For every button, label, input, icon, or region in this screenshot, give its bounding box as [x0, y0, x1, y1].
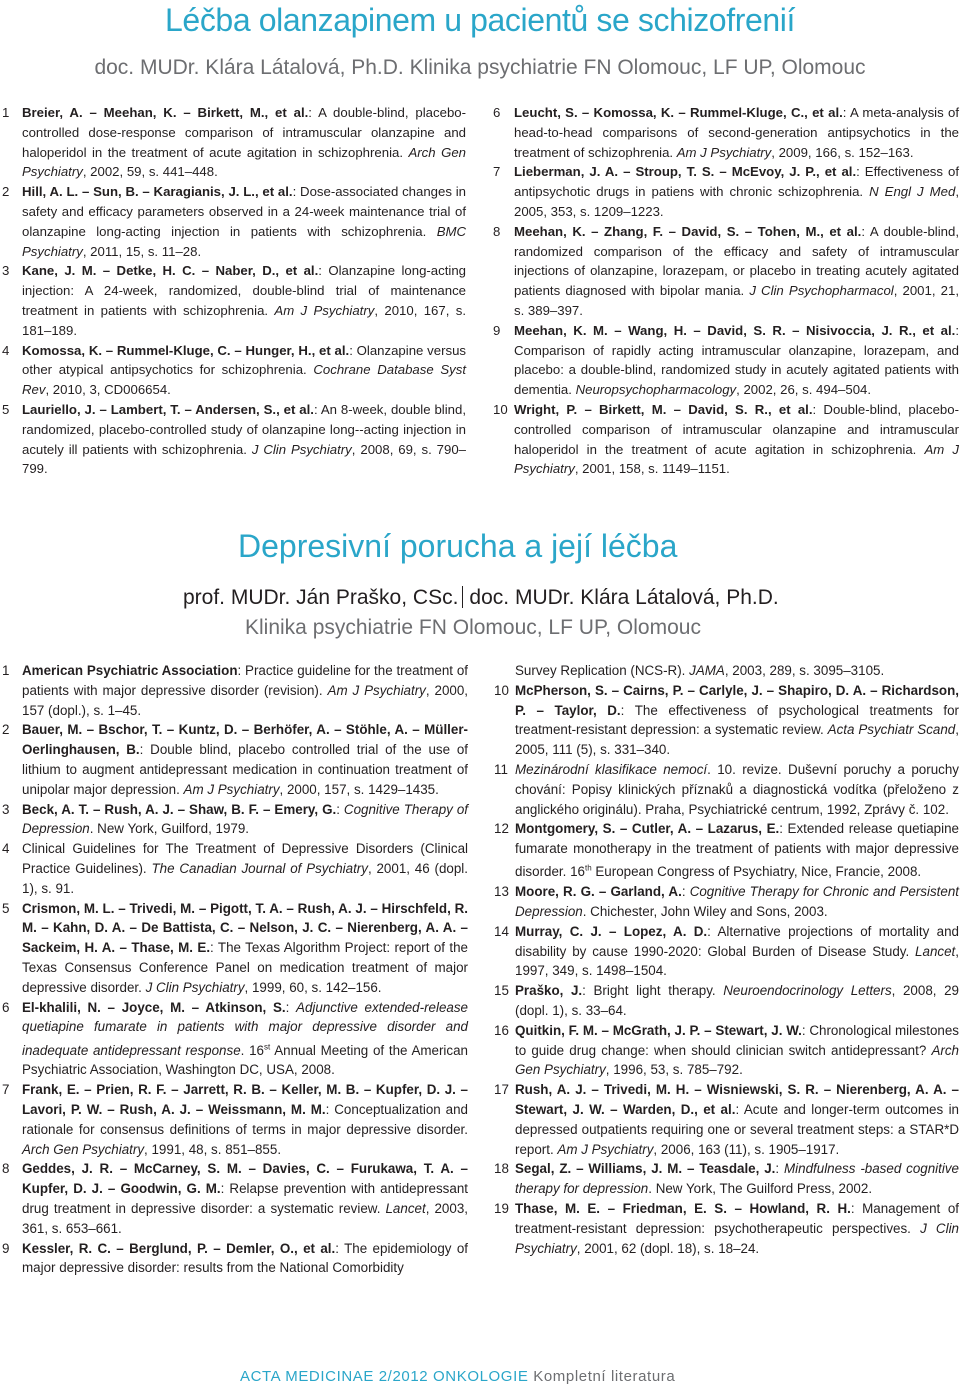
reference-text: Quitkin, F. M. – McGrath, J. P. – Stewart, J. W.: Chronological milestones to guide drug change: when should clinician switch antidepressant? Arch Gen Psychiatry, 1996, 53, s. 785–792. [515, 1022, 959, 1078]
reference-item [494, 661, 959, 681]
author-divider [462, 586, 463, 608]
reference-item [494, 1021, 959, 1080]
section2-references-left [2, 661, 468, 1278]
reference-item [494, 760, 959, 819]
reference-text: Segal, Z. – Williams, J. M. – Teasdale, J.: Mindfulness -based cognitive therapy for depression. New York, The Guilford Press, 2002. [515, 1161, 959, 1197]
reference-item [2, 1239, 468, 1279]
reference-number: 3 [2, 801, 10, 817]
section2-references-right [494, 661, 959, 1258]
reference-number: 4 [2, 841, 10, 857]
reference-item [2, 400, 466, 479]
section1-references-right [493, 103, 959, 479]
section1-references-left [2, 103, 466, 479]
reference-item [2, 1080, 468, 1159]
reference-text: Rush, A. J. – Trivedi, M. H. – Wisniewski, S. R. – Nierenberg, A. A. – Stewart, J. W. – Warden, D., et al.: Acute and longer-term outcomes in depressed outpatients requiring one or several treatment steps: a STAR*D report. Am J Psychiatry, 2006, 163 (11), s. 1905–1917. [515, 1082, 959, 1157]
reference-text: Mezinárodní klasifikace nemocí. 10. revize. Duševní poruchy a poruchy chování: Popisy klinických příznaků a diagnostická vodítka (přeloženo z anglického originálu). Praha, Psychiatrické centrum, 1992, Zprávy č. 102. [515, 761, 959, 817]
reference-item [2, 839, 468, 898]
reference-item [494, 981, 959, 1021]
reference-item [494, 882, 959, 922]
reference-text: Bauer, M. – Bschor, T. – Kuntz, D. – Berhöfer, A. – Stöhle, A. – Müller-Oerlinghausen, B.: Double blind, placebo controlled trial of the use of lithium to augment antidepressant medication in continuation treatment of unipolar major depression. Am J Psychiatry, 2000, 157, s. 1429–1435. [22, 722, 468, 797]
reference-item [493, 321, 959, 400]
reference-number: 1 [2, 663, 10, 678]
reference-number: 5 [2, 401, 10, 417]
reference-text: Hill, A. L. – Sun, B. – Karagianis, J. L., et al.: Dose-associated changes in safety and efficacy parameters observed in a 24-week maintenance trial of olanzapine long-acting injection in patients with schizophrenia. BMC Psychiatry, 2011, 15, s. 11–28. [22, 184, 466, 259]
reference-text: Breier, A. – Meehan, K. – Birkett, M., et al.: A double-blind, placebo-controlled dose-response comparison of intramuscular olanzapine and haloperidol in the treatment of acute agitation in schizophrenia. Arch Gen Psychiatry, 2002, 59, s. 441–448. [22, 105, 466, 180]
reference-item [2, 998, 468, 1081]
reference-item [493, 162, 959, 221]
reference-number: 10 [494, 682, 509, 698]
section2-authors [183, 586, 779, 610]
reference-number: 7 [2, 1082, 10, 1098]
reference-item [2, 720, 468, 799]
reference-number: 9 [493, 322, 501, 338]
reference-number: 7 [493, 164, 501, 180]
footer-section: ONKOLOGIE [433, 1368, 529, 1385]
reference-item [2, 103, 466, 182]
reference-number: 9 [2, 1240, 10, 1256]
footer [240, 1368, 675, 1385]
reference-text: Geddes, J. R. – McCarney, S. M. – Davies, C. – Furukawa, T. A. – Kupfer, D. J. – Goodwin, G. M.: Relapse prevention with antidepressant drug treatment in depressive disorder: a systematic review. Lancet, 2003, 361, s. 653–661. [22, 1161, 468, 1236]
reference-text: Praško, J.: Bright light therapy. Neuroendocrinology Letters, 2008, 29 (dopl. 1), s. 33–64. [515, 983, 959, 1019]
reference-text: Meehan, K. M. – Wang, H. – David, S. R. – Nisivoccia, J. R., et al.: Comparison of rapidly acting intramuscular olanzapine, lorazepam, and placebo: a double-blind, randomized study in acutely agitated patients with dementia. Neuropsychopharmacology, 2002, 26, s. 494–504. [514, 322, 959, 398]
reference-number: 14 [494, 923, 509, 939]
reference-number: 17 [494, 1082, 509, 1098]
reference-number: 2 [2, 722, 10, 738]
reference-number: 15 [494, 983, 509, 999]
footer-label: Kompletní literatura [533, 1368, 676, 1385]
reference-text: Thase, M. E. – Friedman, E. S. – Howland, R. H.: Management of treatment-resistant depression: psychotherapeutic perspectives. J Clin Psychiatry, 2001, 62 (dopl. 18), s. 18–24. [515, 1200, 959, 1256]
reference-number: 8 [2, 1161, 10, 1177]
reference-item [494, 819, 959, 882]
reference-item [2, 661, 468, 720]
reference-number: 1 [2, 105, 10, 120]
reference-text: Survey Replication (NCS-R). JAMA, 2003, 289, s. 3095–3105. [515, 663, 885, 678]
reference-item [493, 103, 959, 162]
reference-item [2, 1159, 468, 1238]
reference-item [493, 222, 959, 321]
reference-number: 5 [2, 900, 10, 916]
reference-text: Frank, E. – Prien, R. F. – Jarrett, R. B. – Keller, M. B. – Kupfer, D. J. – Lavori, P. W. – Rush, A. J. – Weissmann, M. M.: Conceptualization and rationale for consensus definitions of terms in major depressive disorder. Arch Gen Psychiatry, 1991, 48, s. 851–855. [22, 1082, 468, 1157]
author-1: prof. MUDr. Ján Praško, CSc. [183, 586, 459, 609]
reference-text: Murray, C. J. – Lopez, A. D.: Alternative projections of mortality and disability by cause 1990-2020: Global Burden of Disease Study. Lancet, 1997, 349, s. 1498–1504. [515, 923, 959, 979]
reference-item [494, 681, 959, 760]
section1-subtitle: doc. MUDr. Klára Látalová, Ph.D. Klinika psychiatrie FN Olomouc, LF UP, Olomouc [94, 56, 866, 79]
footer-journal: ACTA MEDICINAE 2/2012 [240, 1368, 429, 1385]
reference-text: Moore, R. G. – Garland, A.: Cognitive Therapy for Chronic and Persistent Depression. Chichester, John Wiley and Sons, 2003. [515, 884, 960, 920]
author-2: doc. MUDr. Klára Látalová, Ph.D. [469, 586, 779, 609]
reference-number: 11 [494, 761, 508, 777]
reference-text: El-khalili, N. – Joyce, M. – Atkinson, S.: Adjunctive extended-release quetiapine fumarate in patients with major depressive disorder and inadequate antidepressant response. 16st Annual Meeting of the American Psychiatric Association, Washington DC, USA, 2008. [22, 999, 468, 1078]
reference-item [494, 1159, 959, 1199]
reference-text: Clinical Guidelines for The Treatment of Depressive Disorders (Clinical Practice Guidelines). The Canadian Journal of Psychiatry, 2001, 46 (dopl. 1), s. 91. [22, 841, 469, 896]
reference-number: 3 [2, 263, 10, 279]
reference-number: 6 [493, 105, 501, 120]
reference-number: 6 [2, 999, 10, 1015]
reference-text: Lieberman, J. A. – Stroup, T. S. – McEvoy, J. P., et al.: Effectiveness of antipsychotic drugs in patiens with chronic schizophrenia. N Engl J Med, 2005, 353, s. 1209–1223. [514, 164, 959, 219]
section1-title: Léčba olanzapinem u pacientů se schizofrenií [165, 2, 795, 38]
reference-number: 13 [494, 884, 509, 900]
reference-item [493, 400, 959, 479]
reference-text: Lauriello, J. – Lambert, T. – Andersen, S., et al.: An 8-week, double blind, randomized, placebo-controlled study of olanzapine long--acting injection in acutely ill patients with schizophrenia. J Clin Psychiatry, 2008, 69, s. 790–799. [22, 401, 467, 477]
reference-number: 8 [493, 223, 501, 239]
reference-item [494, 1080, 959, 1159]
reference-item [494, 922, 959, 981]
reference-item [2, 182, 466, 261]
reference-number: 19 [494, 1200, 509, 1216]
section2-subtitle: Klinika psychiatrie FN Olomouc, LF UP, Olomouc [245, 616, 701, 639]
reference-item [2, 800, 468, 840]
reference-item [2, 341, 466, 400]
reference-text: Montgomery, S. – Cutler, A. – Lazarus, E.: Extended release quetiapine fumarate monotherapy in the treatment of patients with major depressive disorder. 16th European Congress of Psychiatry, Nice, Francie, 2008. [515, 821, 960, 880]
reference-text: Crismon, M. L. – Trivedi, M. – Pigott, T. A. – Rush, A. J. – Hirschfeld, R. M. – Kahn, D. A. – De Battista, C. – Nelson, J. C. – Nierenberg, A. A. – Sackeim, H. A. – Thase, M. E.: The Texas Algorithm Project: report of the Texas Consensus Conference Panel on medication treatment of major depressive disorder. J Clin Psychiatry, 1999, 60, s. 142–156. [22, 900, 468, 995]
reference-text: Komossa, K. – Rummel-Kluge, C. – Hunger, H., et al.: Olanzapine versus other atypical antipsychotics for schizophrenia. Cochrane Database Syst Rev, 2010, 3, CD006654. [22, 342, 466, 398]
reference-text: Beck, A. T. – Rush, A. J. – Shaw, B. F. – Emery, G.: Cognitive Therapy of Depression. New York, Guilford, 1979. [22, 801, 468, 837]
reference-text: Kane, J. M. – Detke, H. C. – Naber, D., et al.: Olanzapine long-acting injection: A 24-week, randomized, double-blind trial of maintenance treatment in patients with schizophrenia. Am J Psychiatry, 2010, 167, s. 181–189. [22, 263, 466, 338]
reference-text: Wright, P. – Birkett, M. – David, S. R., et al.: Double-blind, placebo-controlled comparison of intramuscular olanzapine and intramuscular haloperidol in the treatment of acute agitation in schizophrenia. Am J Psychiatry, 2001, 158, s. 1149–1151. [514, 401, 959, 477]
reference-text: American Psychiatric Association: Practice guideline for the treatment of patients with major depressive disorder (revision). Am J Psychiatry, 2000, 157 (dopl.), s. 1–45. [22, 663, 469, 718]
section2-title: Depresivní porucha a její léčba [238, 528, 678, 564]
reference-text: Meehan, K. – Zhang, F. – David, S. – Tohen, M., et al.: A double-blind, randomized comparison of the efficacy and safety of intramuscular injections of olanzapine, lorazepam, or placebo in treating acutely agitated patients diagnosed with bipolar mania. J Clin Psychopharmacol, 2001, 21, s. 389–397. [514, 223, 960, 318]
reference-number: 4 [2, 342, 10, 358]
reference-number: 2 [2, 184, 10, 200]
reference-number: 16 [494, 1022, 509, 1038]
reference-text: Kessler, R. C. – Berglund, P. – Demler, O., et al.: The epidemiology of major depressive disorder: results from the National Comorbidity [22, 1240, 468, 1276]
reference-number: 18 [494, 1161, 509, 1177]
reference-item [2, 261, 466, 340]
reference-number: 10 [493, 401, 508, 417]
reference-text: Leucht, S. – Komossa, K. – Rummel-Kluge, C., et al.: A meta-analysis of head-to-head comparisons of second-generation antipsychotics in the treatment of schizophrenia. Am J Psychiatry, 2009, 166, s. 152–163. [514, 105, 959, 160]
reference-number: 12 [494, 821, 509, 837]
reference-text: McPherson, S. – Cairns, P. – Carlyle, J. – Shapiro, D. A. – Richardson, P. – Taylor, D.: The effectiveness of psychological treatments for treatment-resistant depression: a systematic review. Acta Psychiatr Scand, 2005, 111 (5), s. 331–340. [515, 682, 959, 758]
reference-item [494, 1199, 959, 1258]
reference-item [2, 899, 468, 998]
